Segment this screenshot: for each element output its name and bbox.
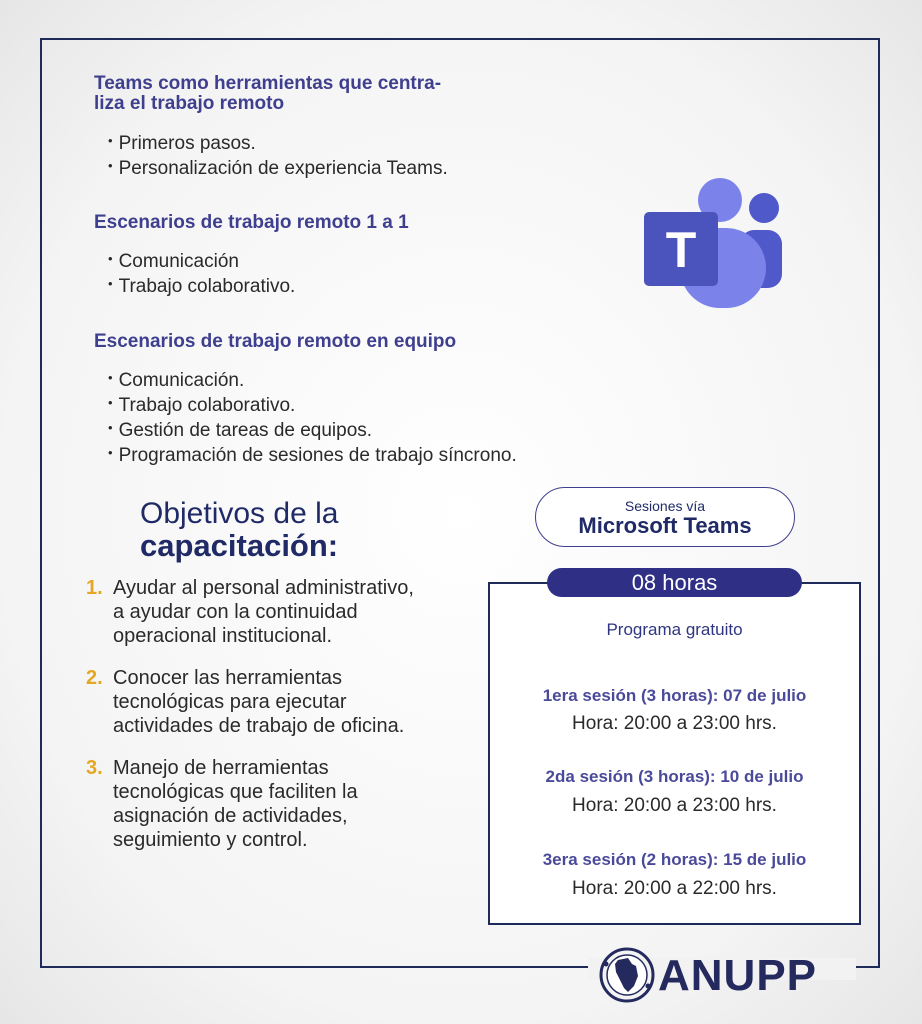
objective-number: 2. — [86, 667, 103, 689]
section-1-title-line1: Teams como herramientas que centra- — [94, 73, 442, 94]
section-1-list — [108, 132, 448, 182]
objective-number: 1. — [86, 577, 103, 599]
microsoft-teams-icon — [640, 178, 790, 313]
session-2-hours: Hora: 20:00 a 23:00 hrs. — [572, 795, 777, 816]
section-2-title: Escenarios de trabajo remoto 1 a 1 — [94, 212, 409, 233]
section-1-title — [94, 74, 441, 114]
objective-number: 3. — [86, 757, 103, 779]
session-1-hours: Hora: 20:00 a 23:00 hrs. — [572, 713, 777, 734]
session-2-title: 2da sesión (3 horas): 10 de julio — [545, 767, 804, 786]
list-item: • Comunicación. — [108, 369, 517, 394]
hours-badge: 08 horas — [547, 568, 802, 597]
list-item: • Personalización de experiencia Teams. — [108, 157, 448, 182]
sessions-pill — [535, 487, 795, 547]
teams-letter: T — [665, 222, 697, 278]
list-item: • Gestión de tareas de equipos. — [108, 419, 517, 444]
section-2-list — [108, 250, 295, 300]
sessions-pill-main: Microsoft Teams — [578, 513, 752, 538]
objectives-title-line2: capacitación: — [140, 528, 339, 563]
list-item: • Trabajo colaborativo. — [108, 275, 295, 300]
objectives-title-line1: Objetivos de la — [140, 497, 339, 530]
section-3-title: Escenarios de trabajo remoto en equipo — [94, 331, 457, 352]
objective-text: Ayudar al personal administrativo, a ayudar con la continuidad operacional institucional. — [113, 577, 414, 647]
list-item: • Trabajo colaborativo. — [108, 394, 517, 419]
org-name: ANUPP — [658, 951, 818, 1000]
session-3-title: 3era sesión (2 horas): 15 de julio — [542, 850, 807, 869]
section-1-title-line2: liza el trabajo remoto — [94, 93, 285, 114]
sessions-pill-sub: Sesiones vía — [624, 498, 706, 514]
objective-text: Conocer las herramientas tecnológicas para ejecutar actividades de trabajo de oficina. — [113, 667, 405, 737]
list-item: • Primeros pasos. — [108, 132, 448, 157]
session-3-hours: Hora: 20:00 a 22:00 hrs. — [572, 878, 777, 899]
list-item — [86, 756, 426, 852]
objective-text: Manejo de herramientas tecnológicas que faciliten la asignación de actividades, seguimiento y control. — [113, 757, 358, 851]
program-label: Programa gratuito — [606, 620, 743, 639]
peru-map-globe-icon — [598, 946, 656, 1004]
session-1-title: 1era sesión (3 horas): 07 de julio — [542, 686, 807, 705]
list-item — [86, 576, 426, 648]
objectives-list — [86, 576, 426, 870]
list-item — [86, 666, 426, 738]
list-item: • Programación de sesiones de trabajo síncrono. — [108, 444, 517, 469]
objectives-title — [140, 498, 338, 562]
section-3-list — [108, 369, 517, 469]
list-item: • Comunicación — [108, 250, 295, 275]
